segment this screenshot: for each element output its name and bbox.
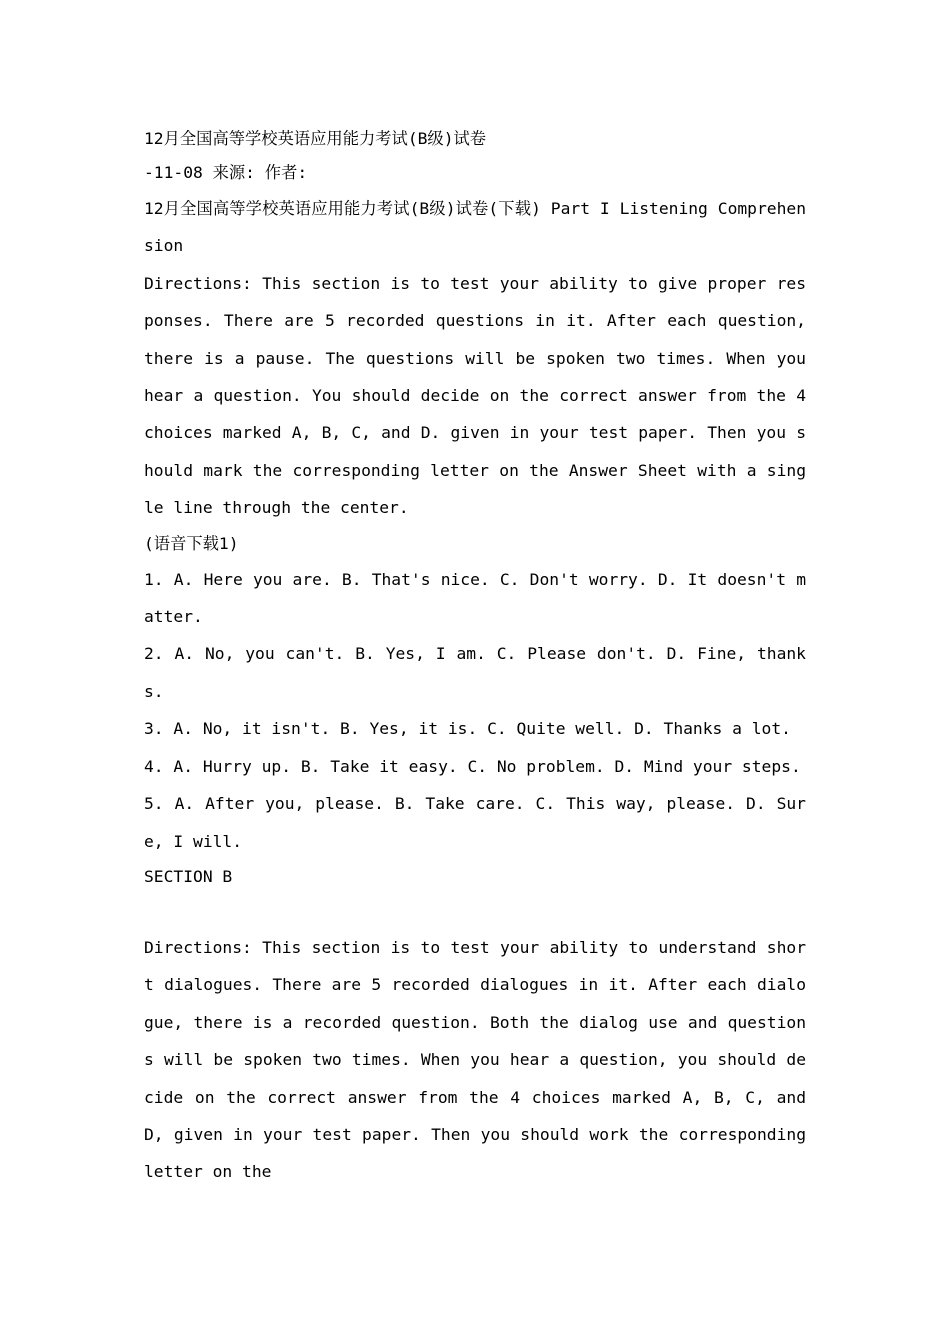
question-3: 3. A. No, it isn't. B. Yes, it is. C. Quite well. D. Thanks a lot. [144, 719, 791, 739]
document-title: 12月全国高等学校英语应用能力考试(B级)试卷 [144, 129, 487, 148]
question-5: 5. A. After you, please. B. Take care. C. This way, please. D. Sure, I will. [144, 794, 806, 851]
question-4: 4. A. Hurry up. B. Take it easy. C. No problem. D. Mind your steps. [144, 756, 801, 776]
document-page [144, 122, 806, 1191]
question-2: 2. A. No, you can't. B. Yes, I am. C. Please don't. D. Fine, thanks. [144, 644, 806, 701]
audio-download-link[interactable]: (语音下载1) [144, 533, 239, 553]
section-b-directions: Directions: This section is to test your ability to understand short dialogues. There are 5 recorded dialogues in it. After each dialogue, there is a recorded question. Both the dialog use and questions will be spoken two times. When you hear a question, you should decide on the correct answer from the 4 choices marked A, B, C, and D, given in your test paper. Then you should work the corresponding letter on the [144, 937, 806, 1182]
question-1: 1. A. Here you are. B. That's nice. C. Don't worry. D. It doesn't matter. [144, 569, 806, 627]
part-heading: 12月全国高等学校英语应用能力考试(B级)试卷(下载) Part I Listening Comprehension [144, 199, 806, 256]
section-a-directions: Directions: This section is to test your ability to give proper responses. There are 5 recorded questions in it. After each question, there is a pause. The questions will be spoken two times. When you hear a question. You should decide on the correct answer from the 4 choices marked A, B, C, and D. given in your test paper. Then you should mark the corresponding letter on the Answer Sheet with a single line through the center. [144, 273, 806, 518]
section-b-title: SECTION B [144, 866, 233, 886]
blank-spacer [144, 894, 806, 929]
document-meta: -11-08 来源: 作者: [144, 163, 308, 182]
